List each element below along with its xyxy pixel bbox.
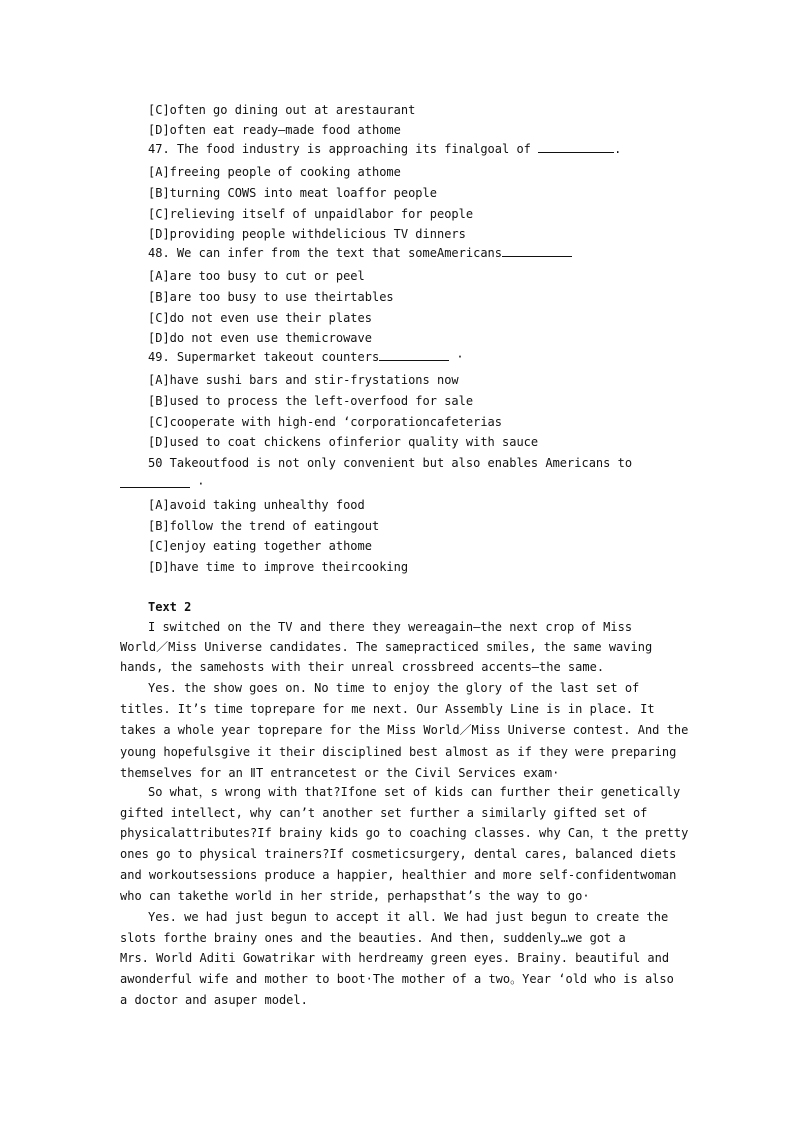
text2-line: titles. It’s time toprepare for me next. Our Assembly Line is in place. It (120, 702, 655, 716)
q50-option-b: [B]follow the trend of eatingout (148, 519, 380, 533)
q48-question (148, 245, 572, 261)
q49-option-d: [D]used to coat chickens ofinferior quality with sauce (148, 435, 539, 449)
q47-question (148, 141, 621, 157)
q46-option-c: [C]often go dining out at arestaurant (148, 103, 416, 117)
q49-option-c: [C]cooperate with high-end ‘corporationcafeterias (148, 415, 503, 429)
text2-line: Yes. the show goes on. No time to enjoy the glory of the last set of (148, 681, 640, 695)
text2-line: hands, the samehosts with their unreal crossbreed accents—the same. (120, 660, 605, 674)
text2-heading: Text 2 (148, 600, 192, 614)
q47-option-d: [D]providing people withdelicious TV dinners (148, 227, 466, 241)
q48-option-d: [D]do not even use themicrowave (148, 331, 372, 345)
q49-option-a: [A]have sushi bars and stir-frystations now (148, 373, 459, 387)
q49-option-b: [B]used to process the left-overfood for sale (148, 394, 474, 408)
answer-blank (379, 350, 449, 361)
text2-line: and workoutsessions produce a happier, healthier and more self-confidentwoman (120, 868, 677, 882)
answer-blank (120, 477, 190, 488)
text2-line: physicalattributes?If brainy kids go to coaching classes. why Can，t the pretty (120, 826, 689, 840)
q47-option-a: [A]freeing people of cooking athome (148, 165, 401, 179)
text2-line: themselves for an ⅡT entrancetest or the Civil Services exam· (120, 766, 560, 780)
text2-line: So what，s wrong with that?Ifone set of kids can further their genetically (148, 785, 681, 799)
q50-option-d: [D]have time to improve theircooking (148, 560, 409, 574)
text2-line: who can takethe world in her stride, perhapsthat’s the way to go· (120, 889, 590, 903)
q48-option-a: [A]are too busy to cut or peel (148, 269, 365, 283)
text2-line: World／Miss Universe candidates. The samepracticed smiles, the same waving (120, 640, 653, 654)
text2-line: Mrs. World Aditi Gowatrikar with herdreamy green eyes. Brainy. beautiful and (120, 951, 670, 965)
q47-option-c: [C]relieving itself of unpaidlabor for people (148, 207, 474, 221)
text2-line: a doctor and asuper model. (120, 993, 308, 1007)
q46-option-d: [D]often eat ready—made food athome (148, 123, 401, 137)
text2-line: ones go to physical trainers?If cosmeticsurgery, dental cares, balanced diets (120, 847, 677, 861)
text2-line: Yes. we had just begun to accept it all. We had just begun to create the (148, 910, 669, 924)
answer-blank (538, 142, 614, 153)
text2-line: gifted intellect, why can’t another set further a similarly gifted set of (120, 806, 648, 820)
q49-question (148, 349, 464, 365)
text2-line: awonderful wife and mother to boot·The mother of a two。Year ‘old who is also (120, 972, 674, 986)
text2-line: slots forthe brainy ones and the beauties. And then, suddenly…we got a (120, 931, 626, 945)
text2-line: takes a whole year toprepare for the Miss World／Miss Universe contest. And the (120, 723, 689, 737)
q48-option-b: [B]are too busy to use theirtables (148, 290, 394, 304)
text2-line: young hopefulsgive it their disciplined best almost as if they were preparing (120, 745, 677, 759)
q49-stem-end: · (456, 350, 464, 364)
text2-line: I switched on the TV and there they wereagain—the next crop of Miss (148, 620, 633, 634)
q49-stem: 49. Supermarket takeout counters (148, 350, 380, 364)
q50-option-c: [C]enjoy eating together athome (148, 539, 372, 553)
q48-option-c: [C]do not even use their plates (148, 311, 372, 325)
q47-option-b: [B]turning COWS into meat loaffor people (148, 186, 437, 200)
q47-stem: 47. The food industry is approaching its finalgoal of (148, 142, 531, 156)
q47-stem-end: . (614, 142, 622, 156)
q50-option-a: [A]avoid taking unhealthy food (148, 498, 365, 512)
q50-stem: 50 Takeoutfood is not only convenient but also enables Americans to (148, 456, 633, 470)
q48-stem: 48. We can infer from the text that someAmericans (148, 246, 503, 260)
answer-blank (502, 246, 572, 257)
q50-stem-continuation (120, 476, 204, 492)
q50-stem-end: · (197, 477, 205, 491)
